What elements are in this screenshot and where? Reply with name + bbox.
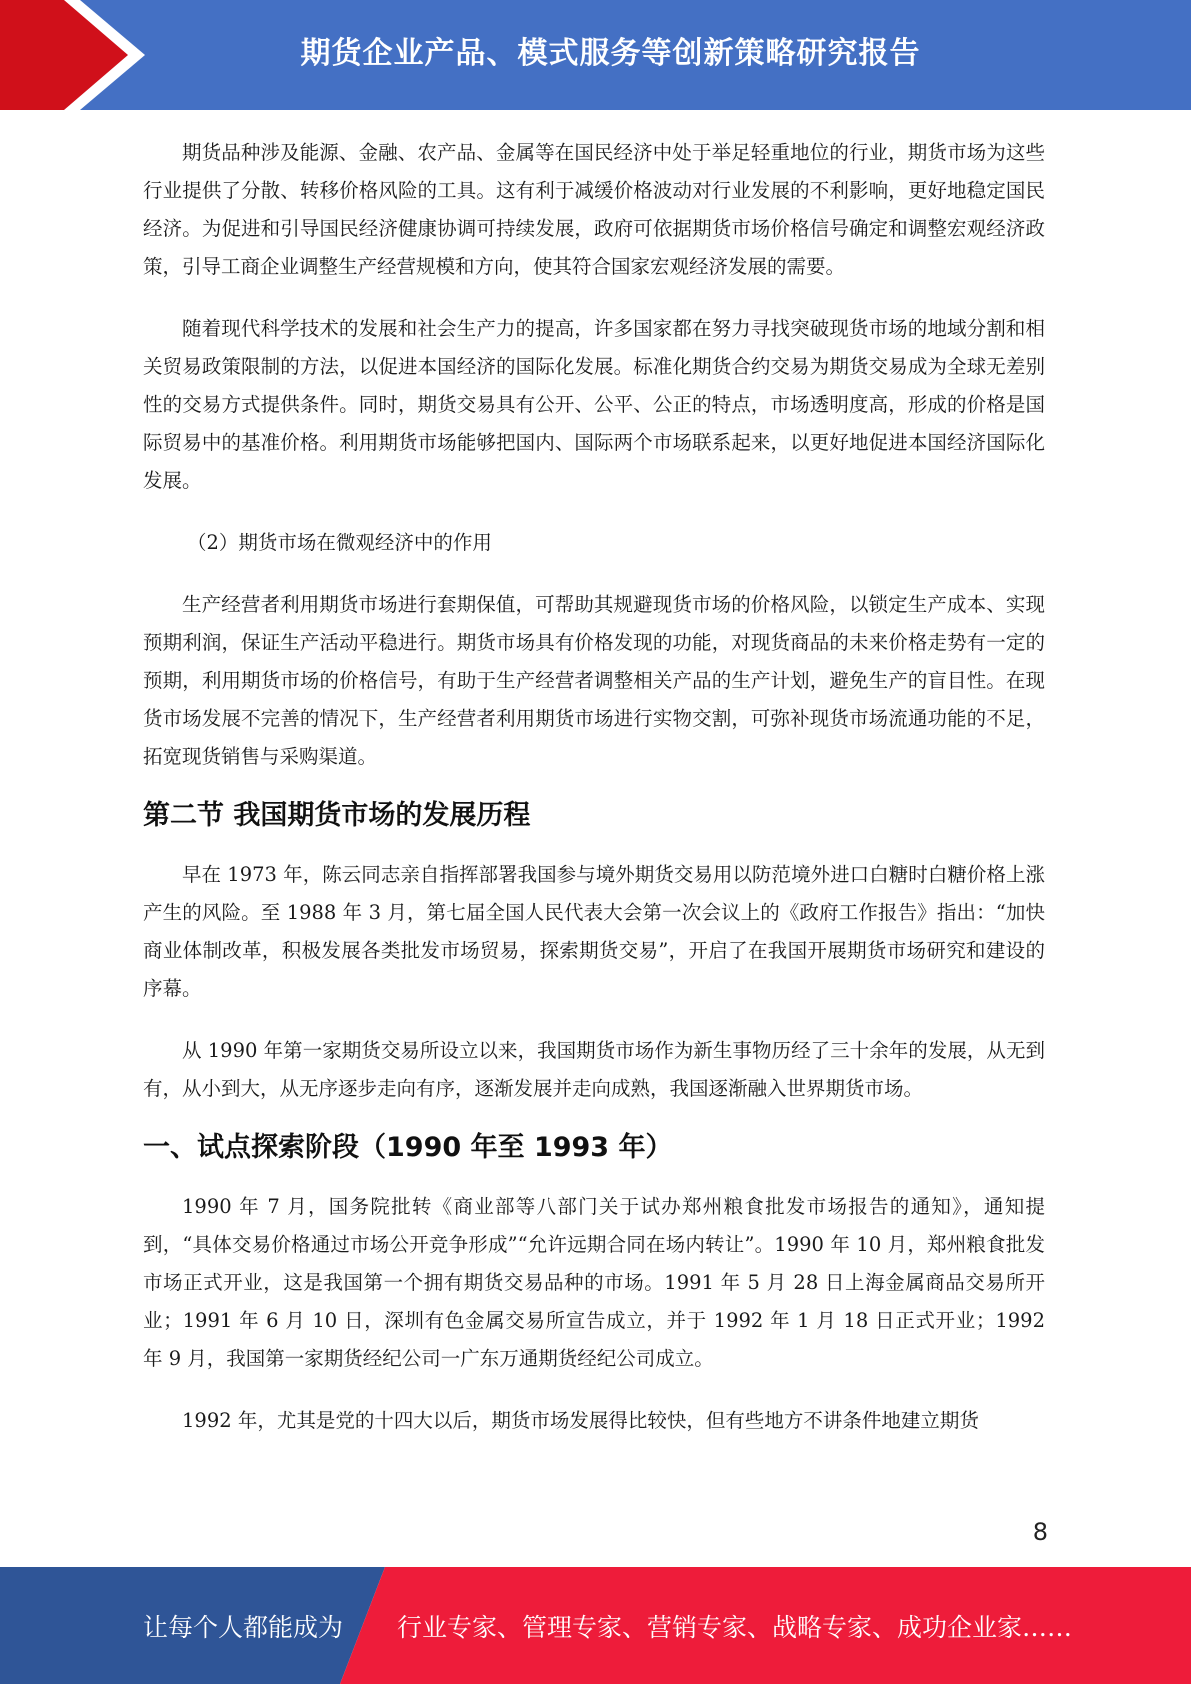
paragraph-1990-overview: 从 1990 年第一家期货交易所设立以来，我国期货市场作为新生事物历经了三十余年的发展，从无到有，从小到大，从无序逐步走向有序，逐渐发展并走向成熟，我国逐渐融入世界期货市场。	[143, 1039, 1045, 1100]
page-header	[0, 0, 1191, 110]
paragraph-1992: 1992 年，尤其是党的十四大以后，期货市场发展得比较快，但有些地方不讲条件地建立期货	[182, 1409, 979, 1432]
document-body	[143, 134, 1045, 1440]
page-number: 8	[1032, 1518, 1048, 1546]
page-footer	[0, 1567, 1191, 1684]
stage-heading-pilot: 一、试点探索阶段（1990 年至 1993 年）	[143, 1132, 673, 1163]
sub-heading-micro-economy: （2）期货市场在微观经济中的作用	[187, 531, 492, 554]
section-heading-development: 第二节 我国期货市场的发展历程	[143, 800, 531, 831]
paragraph-micro-economy: 生产经营者利用期货市场进行套期保值，可帮助其规避现货市场的价格风险，以锁定生产成本、实现预期利润，保证生产活动平稳进行。期货市场具有价格发现的功能，对现货商品的未来价格走势有一定的预期，利用期货市场的价格信号，有助于生产经营者调整相关产品的生产计划，避免生产的盲目性。在现货市场发展不完善的情况下，生产经营者利用期货市场进行实物交割，可弥补现货市场流通功能的不足，拓宽现货销售与采购渠道。	[143, 593, 1045, 768]
footer-slogan-right: 行业专家、管理专家、营销专家、战略专家、成功企业家……	[397, 1612, 1073, 1642]
paragraph-1973: 早在 1973 年，陈云同志亲自指挥部署我国参与境外期货交易用以防范境外进口白糖时白糖价格上涨产生的风险。至 1988 年 3 月，第七届全国人民代表大会第一次会议上的《政府工作报告》指出：“加快商业体制改革，积极发展各类批发市场贸易，探索期货交易”，开启了在我国开展期货市场研究和建设的序幕。	[143, 863, 1045, 1000]
paragraph-macro-economy: 期货品种涉及能源、金融、农产品、金属等在国民经济中处于举足轻重地位的行业，期货市场为这些行业提供了分散、转移价格风险的工具。这有利于减缓价格波动对行业发展的不利影响，更好地稳定国民经济。为促进和引导国民经济健康协调可持续发展，政府可依据期货市场价格信号确定和调整宏观经济政策，引导工商企业调整生产经营规模和方向，使其符合国家宏观经济发展的需要。	[143, 141, 1045, 278]
footer-slogan-left: 让每个人都能成为	[143, 1612, 344, 1642]
report-title: 期货企业产品、模式服务等创新策略研究报告	[300, 36, 921, 71]
paragraph-1990-pilot: 1990 年 7 月，国务院批转《商业部等八部门关于试办郑州粮食批发市场报告的通知》，通知提到，“具体交易价格通过市场公开竞争形成”“允许远期合同在场内转让”。1990 年 10 月，郑州粮食批发市场正式开业，这是我国第一个拥有期货交易品种的市场。1991 年 5 月 28 日上海金属商品交易所开业；1991 年 6 月 10 日，深圳有色金属交易所宣告成立，并于 1992 年 1 月 18 日正式开业；1992 年 9 月，我国第一家期货经纪公司一广东万通期货经纪公司成立。	[143, 1195, 1045, 1370]
paragraph-internationalization: 随着现代科学技术的发展和社会生产力的提高，许多国家都在努力寻找突破现货市场的地域分割和相关贸易政策限制的方法，以促进本国经济的国际化发展。标准化期货合约交易为期货交易成为全球无差别性的交易方式提供条件。同时，期货交易具有公开、公平、公正的特点，市场透明度高，形成的价格是国际贸易中的基准价格。利用期货市场能够把国内、国际两个市场联系起来，以更好地促进本国经济国际化发展。	[143, 317, 1045, 492]
